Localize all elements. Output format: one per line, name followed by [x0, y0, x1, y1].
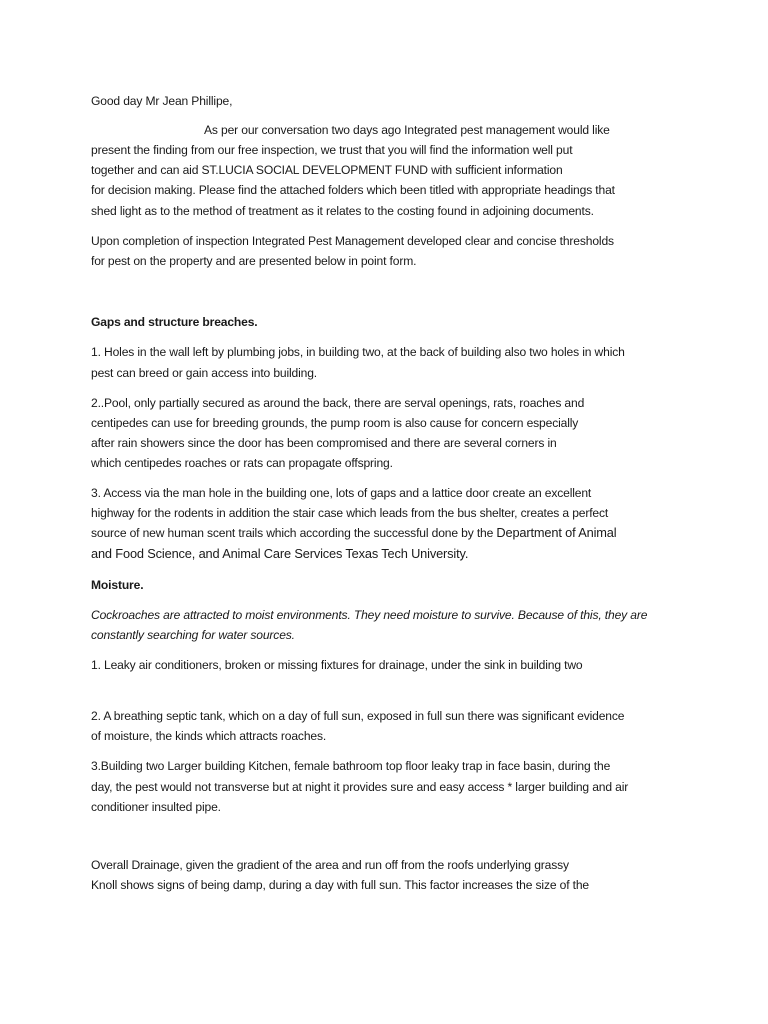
gaps-item-2-line-2: centipedes can use for breeding grounds, the pump room is also cause for concern especially: [91, 416, 579, 430]
gaps-item-3-line-3: [91, 525, 616, 541]
moisture-item-1-line-1: 1. Leaky air conditioners, broken or missing fixtures for drainage, under the sink in building two: [91, 658, 583, 672]
gaps-item-3-line-4: [91, 546, 468, 562]
moisture-item-3-line-3: conditioner insulted pipe.: [91, 800, 221, 814]
completion-line-1: Upon completion of inspection Integrated Pest Management developed clear and concise thresholds: [91, 234, 614, 248]
food-science-reference: and Food Science: [91, 546, 192, 561]
gaps-item-2-line-3: after rain showers since the door has been compromised and there are several corners in: [91, 436, 557, 450]
gaps-item-1-line-2: pest can breed or gain access into building.: [91, 366, 318, 380]
drainage-line-1: Overall Drainage, given the gradient of the area and run off from the roofs underlying grassy: [91, 858, 569, 872]
gaps-item-3-line-4-end: .: [464, 546, 469, 561]
gaps-item-3-line-3-text: source of new human scent trails which according the successful done by the: [91, 526, 497, 540]
gaps-item-3-line-1: 3. Access via the man hole in the building one, lots of gaps and a lattice door create an excellent: [91, 486, 592, 500]
intro-line-1: As per our conversation two days ago Integrated pest management would like: [204, 123, 610, 137]
intro-line-4: for decision making. Please find the attached folders which been titled with appropriate headings that: [91, 183, 615, 197]
moisture-item-3-line-2: day, the pest would not transverse but at night it provides sure and easy access * larger building and air: [91, 780, 629, 794]
gaps-item-2-line-4: which centipedes roaches or rats can propagate offspring.: [91, 456, 393, 470]
gaps-item-3-line-4-joiner: , and: [191, 546, 223, 561]
intro-line-5: shed light as to the method of treatment as it relates to the costing found in adjoining documents.: [91, 204, 594, 218]
texas-tech-reference: Animal Care Services Texas Tech University: [222, 546, 465, 561]
moisture-quote-line-1: Cockroaches are attracted to moist environments. They need moisture to survive. Because of this, they are: [91, 608, 648, 622]
moisture-item-2-line-2: of moisture, the kinds which attracts roaches.: [91, 729, 327, 743]
moisture-heading: Moisture.: [91, 578, 144, 592]
moisture-item-3-line-1: 3.Building two Larger building Kitchen, female bathroom top floor leaky trap in face basin, during the: [91, 759, 611, 773]
gaps-item-3-line-2: highway for the rodents in addition the stair case which leads from the bus shelter, creates a perfect: [91, 506, 609, 520]
department-reference: Department of Animal: [496, 525, 617, 540]
gaps-item-2-line-1: 2..Pool, only partially secured as around the back, there are serval openings, rats, roaches and: [91, 396, 585, 410]
completion-line-2: for pest on the property and are presented below in point form.: [91, 254, 417, 268]
gaps-item-1-line-1: 1. Holes in the wall left by plumbing jobs, in building two, at the back of building also two holes in which: [91, 345, 625, 359]
intro-line-3: together and can aid ST.LUCIA SOCIAL DEVELOPMENT FUND with sufficient information: [91, 163, 563, 177]
gaps-heading: Gaps and structure breaches.: [91, 315, 258, 329]
greeting-line: Good day Mr Jean Phillipe,: [91, 94, 233, 108]
intro-line-2: present the finding from our free inspection, we trust that you will find the information well put: [91, 143, 573, 157]
drainage-line-2: Knoll shows signs of being damp, during a day with full sun. This factor increases the size of the: [91, 878, 589, 892]
moisture-quote-line-2: constantly searching for water sources.: [91, 628, 295, 642]
moisture-item-2-line-1: 2. A breathing septic tank, which on a day of full sun, exposed in full sun there was significant evidence: [91, 709, 625, 723]
